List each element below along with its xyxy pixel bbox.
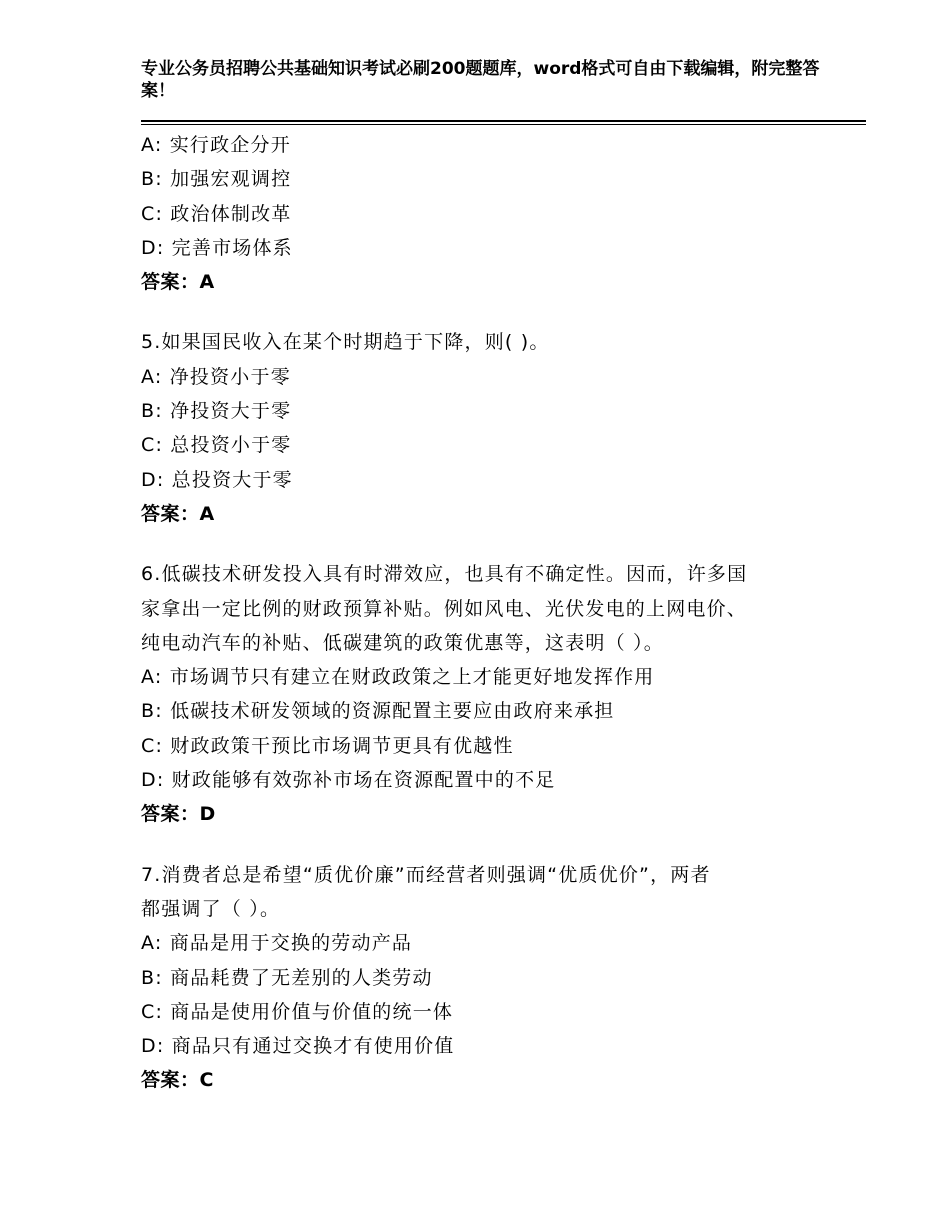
option-d: D: 财政能够有效弥补市场在资源配置中的不足	[141, 769, 556, 792]
option-d: D: 完善市场体系	[141, 236, 293, 259]
question-stem: 5.如果国民收入在某个时期趋于下降，则( )。	[141, 331, 550, 354]
answer-line: 答案：D	[141, 803, 216, 826]
question-stem-line-3: 纯电动汽车的补贴、低碳建筑的政策优惠等，这表明（ ）。	[141, 631, 664, 654]
option-c: C: 财政政策干预比市场调节更具有优越性	[141, 734, 514, 757]
header-divider-thin	[141, 124, 866, 125]
spacer	[141, 531, 841, 557]
spacer	[141, 299, 841, 325]
question-7-block	[141, 858, 841, 1098]
question-4-block	[141, 128, 841, 299]
option-b: B: 加强宏观调控	[141, 168, 292, 191]
option-c: C: 政治体制改革	[141, 202, 292, 225]
option-b: B: 净投资大于零	[141, 400, 292, 423]
option-b: B: 低碳技术研发领域的资源配置主要应由政府来承担	[141, 700, 615, 723]
answer-line: 答案：A	[141, 502, 215, 525]
answer-line: 答案：C	[141, 1069, 214, 1092]
question-stem-line-2: 都强调了（ ）。	[141, 897, 281, 920]
spacer	[141, 832, 841, 858]
question-stem-line-1: 6.低碳技术研发投入具有时滞效应，也具有不确定性。因而，许多国	[141, 563, 748, 586]
option-a: A: 市场调节只有建立在财政政策之上才能更好地发挥作用	[141, 666, 655, 689]
header-divider-thick	[141, 120, 866, 122]
option-d: D: 商品只有通过交换才有使用价值	[141, 1035, 455, 1058]
document-header: 专业公务员招聘公共基础知识考试必刷200题题库，word格式可自由下载编辑，附完整答案！	[141, 59, 820, 101]
question-stem-line-2: 家拿出一定比例的财政预算补贴。例如风电、光伏发电的上网电价、	[141, 597, 748, 620]
question-6-block	[141, 557, 841, 831]
option-c: C: 总投资小于零	[141, 434, 292, 457]
question-list	[141, 128, 841, 1098]
option-a: A: 实行政企分开	[141, 134, 291, 156]
question-stem-line-1: 7.消费者总是希望“质优价廉”而经营者则强调“优质优价”，两者	[141, 863, 711, 886]
option-b: B: 商品耗费了无差别的人类劳动	[141, 966, 433, 989]
option-a: A: 商品是用于交换的劳动产品	[141, 932, 413, 955]
option-c: C: 商品是使用价值与价值的统一体	[141, 1000, 454, 1023]
question-5-block	[141, 325, 841, 531]
answer-line: 答案：A	[141, 271, 215, 294]
option-a: A: 净投资小于零	[141, 365, 291, 388]
option-d: D: 总投资大于零	[141, 468, 293, 491]
